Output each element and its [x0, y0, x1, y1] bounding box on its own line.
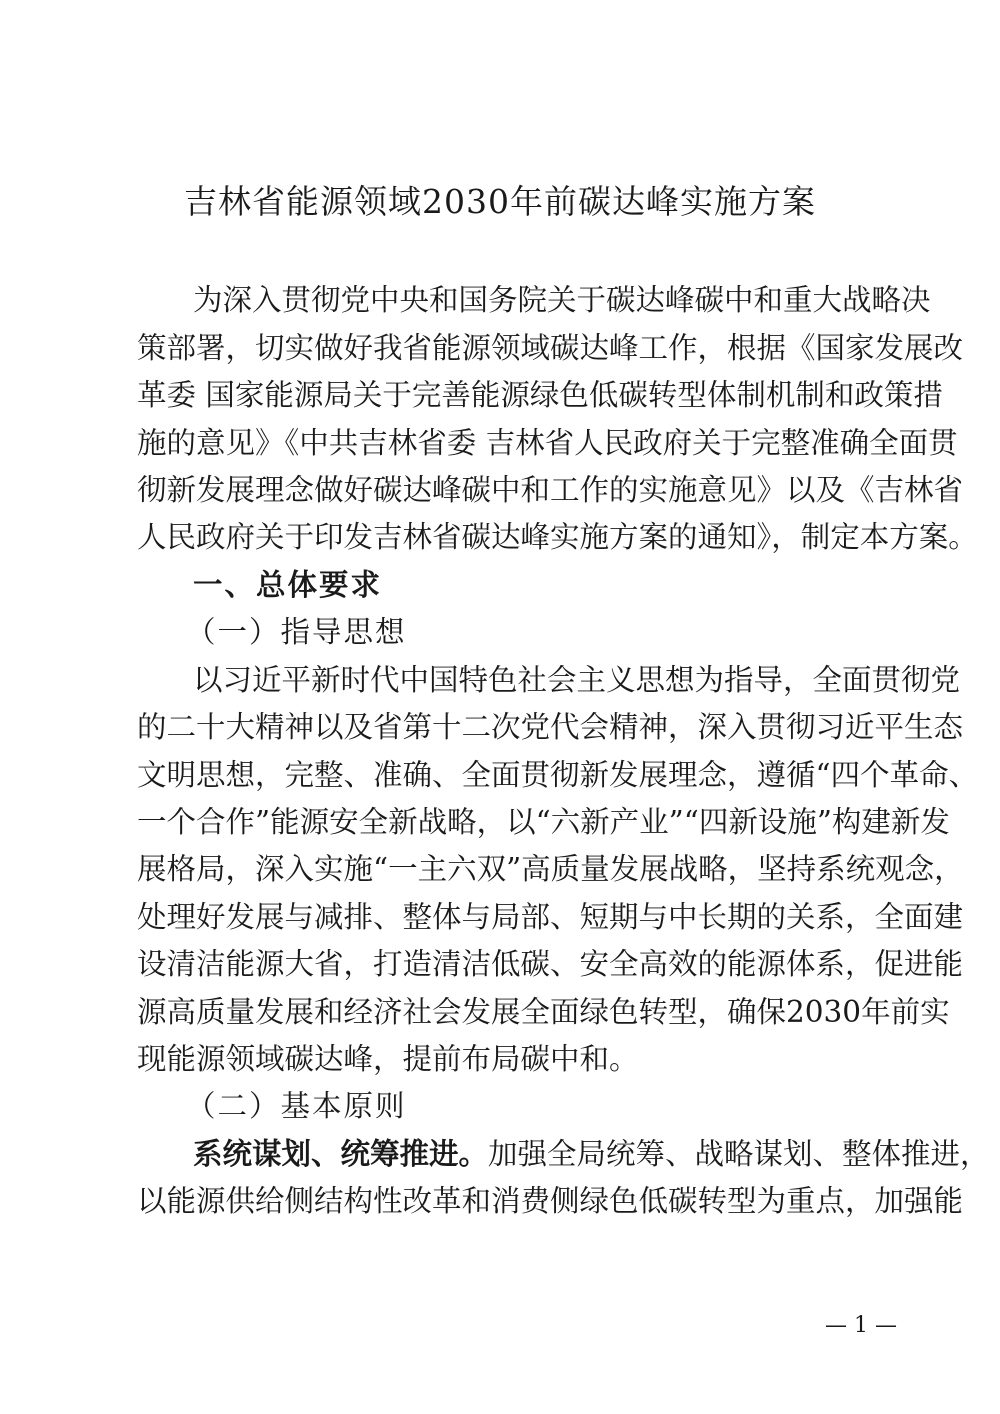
page-number: — 1 —	[825, 1313, 897, 1338]
intro-line: 施的意见》《中共吉林省委 吉林省人民政府关于完整准确全面贯	[137, 426, 958, 460]
intro-line: 策部署，切实做好我省能源领域碳达峰工作，根据《国家发展改	[137, 331, 964, 365]
intro-line: 为深入贯彻党中央和国务院关于碳达峰碳中和重大战略决	[193, 283, 931, 317]
intro-line: 革委 国家能源局关于完善能源绿色低碳转型体制机制和政策措	[137, 378, 943, 412]
principle-line: 以能源供给侧结构性改革和消费侧绿色低碳转型为重点，加强能	[137, 1184, 964, 1218]
subsection-heading: （二）基本原则	[186, 1089, 407, 1123]
guiding-line: 设清洁能源大省，打造清洁低碳、安全高效的能源体系，促进能	[137, 947, 964, 981]
guiding-line: 展格局，深入实施“一主六双”高质量发展战略，坚持系统观念，	[137, 852, 964, 886]
guiding-line: 现能源领域碳达峰，提前布局碳中和。	[137, 1042, 639, 1076]
guiding-line: 文明思想，完整、准确、全面贯彻新发展理念，遵循“四个革命、	[137, 758, 979, 792]
principle-lead: 系统谋划、统筹推进。	[193, 1137, 489, 1171]
document-title: 吉林省能源领域2030年前碳达峰实施方案	[184, 182, 816, 221]
guiding-line: 的二十大精神以及省第十二次党代会精神，深入贯彻习近平生态	[137, 710, 964, 744]
guiding-line: 源高质量发展和经济社会发展全面绿色转型，确保2030年前实	[137, 995, 950, 1029]
principle-text: 加强全局统筹、战略谋划、整体推进，	[488, 1137, 990, 1171]
intro-line: 人民政府关于印发吉林省碳达峰实施方案的通知》，制定本方案。	[137, 520, 978, 554]
section-heading: 一、总体要求	[193, 568, 383, 602]
guiding-line: 以习近平新时代中国特色社会主义思想为指导，全面贯彻党	[193, 663, 961, 697]
principle-line	[193, 1134, 990, 1174]
guiding-line: 一个合作”能源安全新战略，以“六新产业”“四新设施”构建新发	[137, 805, 950, 839]
subsection-heading: （一）指导思想	[186, 615, 407, 649]
guiding-line: 处理好发展与减排、整体与局部、短期与中长期的关系，全面建	[137, 900, 964, 934]
intro-line: 彻新发展理念做好碳达峰碳中和工作的实施意见》以及《吉林省	[137, 473, 964, 507]
